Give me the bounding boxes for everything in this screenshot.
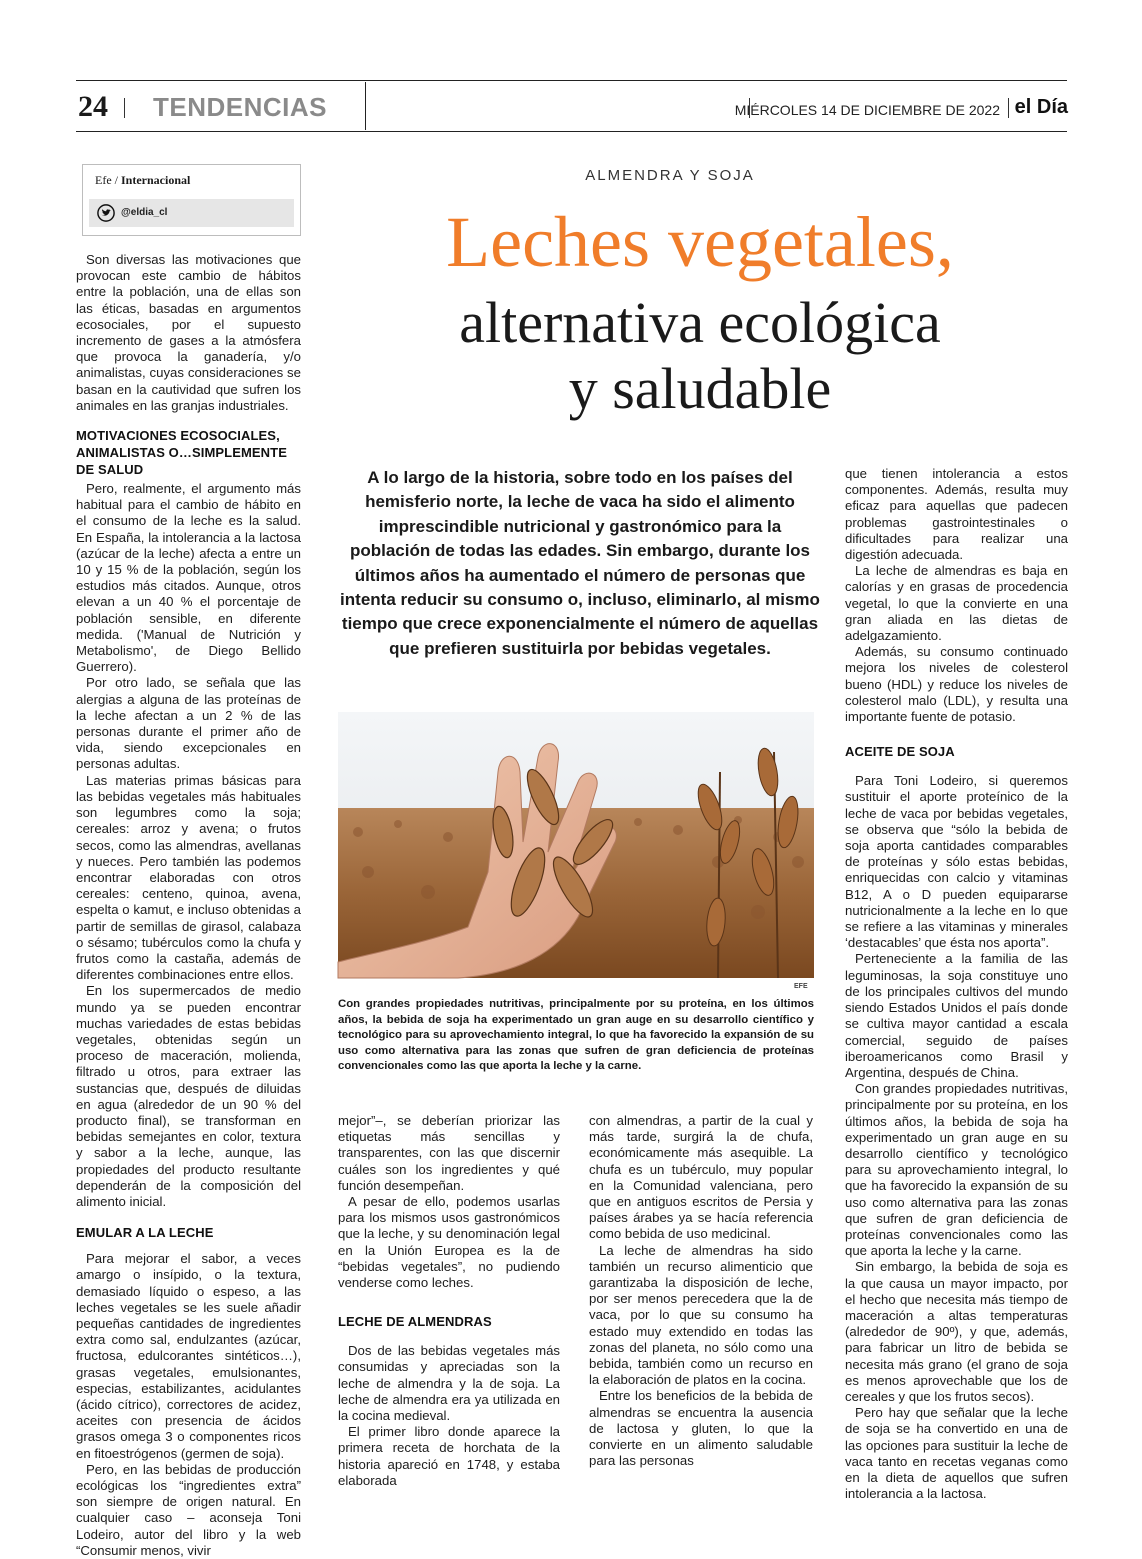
header-separator (1008, 98, 1009, 118)
header-top-rule (76, 80, 1067, 81)
paragraph: Con grandes propiedades nutritivas, principalmente por su proteína, en los últimos años, la bebida de soja ha experimentado un gran auge en su desarrollo científico y tecnológico para su aprovechamiento integral, lo que ha favorecido la expansión de su uso como alternativa para las zonas que sufren de gran deficiencia de proteínas convencionales como las que aporta la leche y la carne. (845, 1081, 1068, 1259)
headline (340, 290, 1060, 422)
headline-line: alternativa ecológica (459, 290, 941, 355)
paragraph: mejor”–, se deberían priorizar las etiquetas más sencillas y transparentes, con las que discernir cuáles son los ingredientes y qué función desempeñan. (338, 1113, 560, 1193)
paragraph: Para mejorar el sabor, a veces amargo o insípido, o la textura, demasiado líquido o espeso, a las leches vegetales se les suele añadir pequeñas cantidades de ingredientes extra como sal, endulzantes (azúcar, fructosa, edulcorantes sintéticos…), grasas vegetales, emulsionantes, especias, estabilizantes, acidulantes (ácido cítrico), correctores de acidez, aceites con presencia de ácidos grasos omega 3 o componentes ricos en fitoestrógenos (germen de soja). (76, 1251, 301, 1461)
byline-agency: Efe (95, 173, 112, 187)
subheading: LECHE DE ALMENDRAS (338, 1314, 492, 1330)
paragraph: La leche de almendras es baja en calorías y en grasas de procedencia vegetal, lo que la convierte en una gran aliada en las dietas de adelgazamiento. (845, 563, 1068, 644)
issue-date: MIÉRCOLES 14 DE DICIEMBRE DE 2022 (734, 102, 1000, 118)
paragraph: El primer libro donde aparece la primera receta de horchata de la historia apareció en 1748, y estaba elaborada (338, 1424, 560, 1488)
paragraph: Además, su consumo continuado mejora los niveles de colesterol bueno (HDL) y reduce los niveles de colesterol malo (LDL), y resulta una importante fuente de potasio. (845, 644, 1068, 725)
article-kicker: ALMENDRA Y SOJA (585, 167, 755, 184)
subheading: EMULAR A LA LECHE (76, 1225, 214, 1241)
paragraph: Las materias primas básicas para las bebidas vegetales más habituales son legumbres como la soja; cereales: arroz y avena; o frutos secos, como las almendras, avellanas y nueces. Pero también las podemos encontrar elaboradas con otros cereales: centeno, quinoa, avena, espelta o kamut, e incluso obtenidas a partir de semillas de girasol, calabaza o sésamo; tubérculos como la chufa y frutos como la castaña, además de diferentes combinaciones entre ellos. (76, 772, 301, 983)
author-box (82, 164, 301, 236)
column-1 (76, 252, 301, 1559)
byline: Efe / Internacional (95, 173, 191, 187)
section-name: TENDENCIAS (153, 92, 328, 122)
paragraph: Pero, realmente, el argumento más habitual para el cambio de hábito en el consumo de la leche es la salud. En España, la intolerancia a la lactosa (azúcar de la leche) afecta a entre un 10 y 15 % de la población, según los estudios más citados. Aunque, otros elevan a un 40 % el porcentaje de población sensible, en diferente medida. ('Manual de Nutrición y Metabolismo', de Diego Bellido Guerrero). (76, 481, 301, 675)
column-4 (845, 466, 1068, 1502)
byline-desk: Internacional (121, 173, 191, 187)
paragraph: Para Toni Lodeiro, si queremos sustituir el aporte proteínico de la leche de vaca por bebidas vegetales, se observa que “sólo la bebida de soja aporta cantidades comparables de proteínas y sólo estas bebidas, enriquecidas con calcio y vitaminas B12, A o D pueden equipararse nutricionalmente a la leche en lo que se refiere a las vitaminas y minerales ‘destacables’ que ésta nos aporta”. (845, 773, 1068, 951)
column-2 (338, 1113, 560, 1489)
paragraph: A pesar de ello, podemos usarlas para los mismos usos gastronómicos que la leche, y su denominación legal en la Unión Europea es la de “bebidas vegetales”, no pudiendo venderse como leches. (338, 1194, 560, 1291)
page-number: 24 (78, 90, 108, 123)
header-bottom-rule (76, 131, 1067, 132)
photo-caption: Con grandes propiedades nutritivas, principalmente por su proteína, en los últimos años, la bebida de soja ha experimentado un gran auge en su desarrollo científico y tecnológico para su aprovechamiento integral, lo que ha favorecido la expansión de su uso como alternativa para las zonas que sufren de gran deficiencia de proteínas convencionales como las que aporta la leche y la carne. (338, 998, 814, 1073)
paragraph: Perteneciente a la familia de las leguminosas, la soja constituye uno de los principales cultivos del mundo siendo Estados Unidos el país donde se cultiva mayor cantidad a escala comercial, seguido de países iberoamericanos como Brasil y Argentina, después de China. (845, 951, 1068, 1080)
paragraph: Por otro lado, se señala que las alergias a alguna de las proteínas de la leche afectan a un 2 % de las personas durante el primer año de vida, siendo excepcionales en personas adultas. (76, 675, 301, 772)
paragraph: Pero, en las bebidas de producción ecológicas los “ingredientes extra” son siempre de origen natural. En cualquier caso – aconseja Toni Lodeiro, autor del libro y la web “Consumir menos, vivir (76, 1461, 301, 1558)
paragraph: que tienen intolerancia a estos componentes. Además, resulta muy eficaz para aquellas que padecen problemas gastrointestinales o dificultades para realizar una digestión adecuada. (845, 466, 1068, 563)
twitter-handle[interactable]: @eldia_cl (121, 207, 168, 218)
photo-credit: EFE (794, 983, 808, 990)
subheading: MOTIVACIONES ECOSOCIALES, ANIMALISTAS O…SIMPLEMENTE DE SALUD (76, 428, 287, 478)
paragraph: Sin embargo, la bebida de soja es la que causa un mayor impacto, por el hecho que necesita más tiempo de maceración a altas temperaturas (alrededor de 90º), y que, además, para fabricar un litro de bebida se necesita más grano (el grano de soja es menos aprovechable que los de cereales y que los frutos secos). (845, 1259, 1068, 1404)
paragraph: Pero hay que señalar que la leche de soja se ha convertido en una de las opciones para sustituir la leche de vaca tanto en recetas veganas como en la dieta de aquellos que sufren intolerancia a la lactosa. (845, 1405, 1068, 1502)
paragraph: Entre los beneficios de la bebida de almendras se encuentra la ausencia de lactosa y gluten, lo que la convierte en un alimento saludable para las personas (589, 1388, 813, 1469)
newspaper-logo: el Día (1014, 96, 1068, 118)
article-lead: A lo largo de la historia, sobre todo en los países del hemisferio norte, la leche de vaca ha sido el alimento imprescindible nutricional y gastronómico para la población de todas las edades. Sin embargo, durante los últimos años ha aumentado el número de personas que intenta reducir su consumo o, incluso, eliminarlo, al mismo tiempo que crece exponencialmente el número de aquellas que prefieren sustituirla por bebidas vegetales. (340, 468, 820, 658)
header-separator (124, 98, 125, 118)
paragraph: Dos de las bebidas vegetales más consumidas y apreciadas son la leche de almendra y la de soja. La leche de almendra era ya utilizada en la cocina medieval. (338, 1343, 560, 1424)
soybean-hand-illustration (338, 712, 814, 978)
paragraph: La leche de almendras ha sido también un recurso alimenticio que garantizaba la disposición de leche, por ser menos perecedera que la de vaca, por lo que su consumo ha estado muy extendido en todas las zonas del planeta, no sólo como una bebida, también como un recurso en la elaboración de platos en la cocina. (589, 1242, 813, 1388)
headline-line: y saludable (568, 356, 832, 421)
paragraph: Son diversas las motivaciones que provocan este cambio de hábitos entre la población, una de ellas son las éticas, basadas en argumentos ecosociales, por el supuesto incremento de gases a la atmósfera que provoca la ganadería, y/o animalistas, cuyas consideraciones se basan en la cautividad que sufren los animales en las granjas industriales. (76, 252, 301, 413)
soybean-photo (338, 712, 814, 978)
paragraph: con almendras, a partir de la cual y más tarde, surgirá la de chufa, económicamente más asequible. La chufa es un tubérculo, muy popular en la Comunidad valenciana, pero que en antiguos escritos de Persia y países árabes ya se hacía referencia como bebida de uso medicinal. (589, 1113, 813, 1242)
headline-accent: Leches vegetales, (446, 202, 954, 282)
subheading: ACEITE DE SOJA (845, 744, 955, 760)
column-3 (589, 1113, 813, 1469)
paragraph: En los supermercados de medio mundo ya se pueden encontrar muchas variedades de estas bebidas vegetales, obtenidas según un proceso de maceración, molienda, filtrado u otros, para extraer las sustancias que, después de diluidas en agua (alrededor de un 90 % del producto final), se transforman en bebidas semejantes en color, textura y sabor a la leche, aunque, las propiedades del producto resultante dependerán de la composición del alimento inicial. (76, 983, 301, 1209)
twitter-bird-icon (97, 204, 115, 222)
twitter-row[interactable] (89, 199, 294, 227)
header-divider (365, 82, 366, 130)
